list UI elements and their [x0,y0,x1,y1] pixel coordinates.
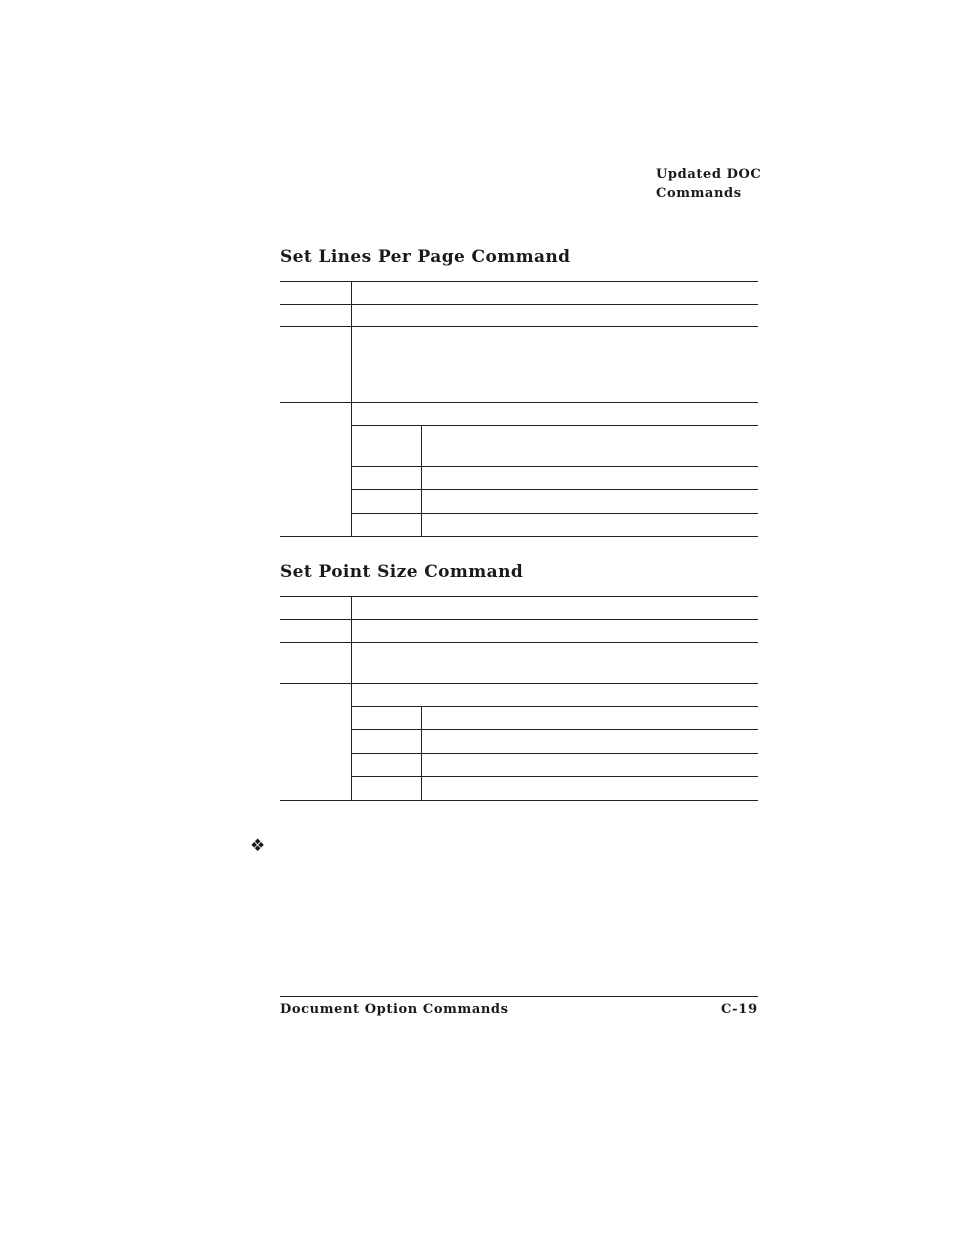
table-rule [351,425,758,426]
table-rule [351,489,758,490]
table-rule [351,513,758,514]
footer-chapter-title: Document Option Commands [280,1002,509,1017]
table-rule [351,706,758,707]
table-rule [351,729,758,730]
table-rule [280,800,758,801]
table-column-divider [351,596,352,800]
running-head [656,165,761,203]
footer-rule [280,996,758,997]
table-column-divider [421,425,422,536]
table-column-divider [351,281,352,536]
running-head-line-1: Updated DOC [656,167,762,182]
footer-page-number: C-19 [720,1002,758,1017]
running-head-line-2: Commands [656,186,742,201]
table-column-divider [421,706,422,800]
section-end-diamond-icon: ❖ [250,836,266,856]
table-rule [351,753,758,754]
table-rule [351,776,758,777]
section-title-set-lines-per-page: Set Lines Per Page Command [280,247,571,267]
table-rule [351,466,758,467]
section-title-set-point-size: Set Point Size Command [280,562,524,582]
table-rule [280,536,758,537]
